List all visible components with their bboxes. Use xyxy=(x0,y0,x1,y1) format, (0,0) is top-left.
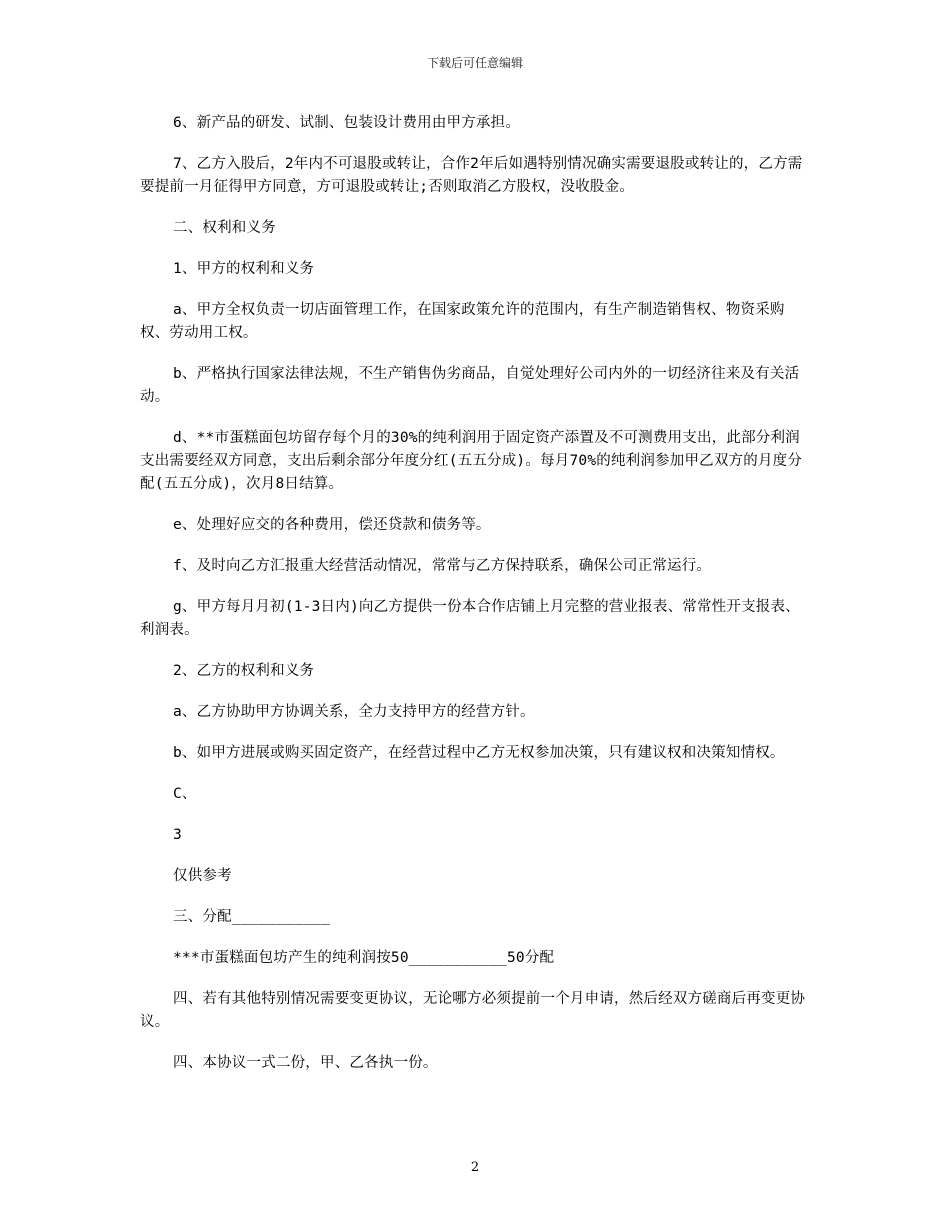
paragraph: 仅供参考 xyxy=(173,868,232,884)
paragraph: C、 xyxy=(173,786,197,802)
paragraph: g、甲方每月月初(1-3日内)向乙方提供一份本合作店铺上月完整的营业报表、常常性开支报表、利润表。 xyxy=(140,599,800,638)
paragraph: 四、若有其他特别情况需要变更协议，无论哪方必须提前一个月申请，然后经双方磋商后再变更协议。 xyxy=(140,991,806,1030)
paragraph: a、甲方全权负责一切店面管理工作，在国家政策允许的范围内，有生产制造销售权、物资采购权、劳动用工权。 xyxy=(140,302,785,341)
paragraph: 3 xyxy=(173,827,182,843)
paragraph: 6、新产品的研发、试制、包装设计费用由甲方承担。 xyxy=(173,115,521,131)
paragraph: a、乙方协助甲方协调关系，全力支持甲方的经营方针。 xyxy=(173,704,535,720)
paragraph: f、及时向乙方汇报重大经营活动情况，常常与乙方保持联系，确保公司正常运行。 xyxy=(173,558,712,574)
document-body xyxy=(140,112,812,1093)
subsection-heading: 1、甲方的权利和义务 xyxy=(173,261,315,277)
section-heading: 三、分配___________ xyxy=(173,909,331,925)
subsection-heading: 2、乙方的权利和义务 xyxy=(173,663,315,679)
paragraph: ***市蛋糕面包坊产生的纯利润按50___________50分配 xyxy=(173,950,555,966)
paragraph: b、严格执行国家法律法规，不生产销售伪劣商品，自觉处理好公司内外的一切经济往来及有关活动。 xyxy=(140,366,800,405)
paragraph: e、处理好应交的各种费用，偿还贷款和债务等。 xyxy=(173,517,491,533)
page-header-note: 下载后可任意编辑 xyxy=(426,56,523,70)
paragraph: 7、乙方入股后，2年内不可退股或转让，合作2年后如遇特别情况确实需要退股或转让的，乙方需要提前一月征得甲方同意，方可退股或转让;否则取消乙方股权，没收股金。 xyxy=(140,156,803,195)
paragraph: b、如甲方进展或购买固定资产，在经营过程中乙方无权参加决策，只有建议权和决策知情权。 xyxy=(173,745,785,761)
paragraph: d、**市蛋糕面包坊留存每个月的30%的纯利润用于固定资产添置及不可测费用支出，此部分利润支出需要经双方同意，支出后剩余部分年度分红(五五分成)。每月70%的纯利润参加甲乙双方的月度分配(五五分成)，次月8日结算。 xyxy=(140,430,803,492)
paragraph: 四、本协议一式二份，甲、乙各执一份。 xyxy=(173,1055,438,1071)
page-number: 2 xyxy=(470,1160,480,1175)
section-heading: 二、权利和义务 xyxy=(173,220,276,236)
